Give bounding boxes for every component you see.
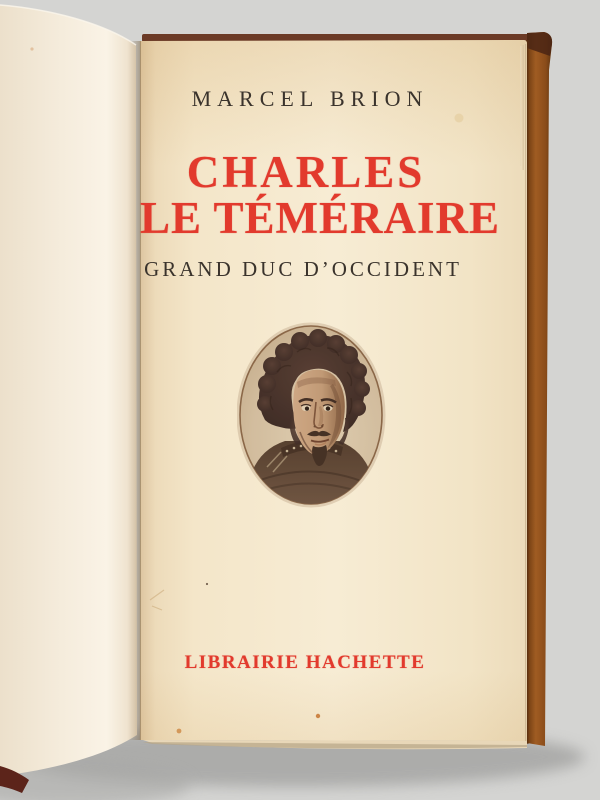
book-title-line2: LE TÉMÉRAIRE <box>139 193 500 243</box>
book-subtitle: GRAND DUC D’OCCIDENT <box>144 257 462 281</box>
book-title-line1: CHARLES <box>186 147 426 197</box>
publisher-name: LIBRAIRIE HACHETTE <box>184 652 426 673</box>
author-name: MARCEL BRION <box>191 86 429 111</box>
left-page <box>0 5 137 776</box>
portrait-engraving <box>237 322 387 508</box>
